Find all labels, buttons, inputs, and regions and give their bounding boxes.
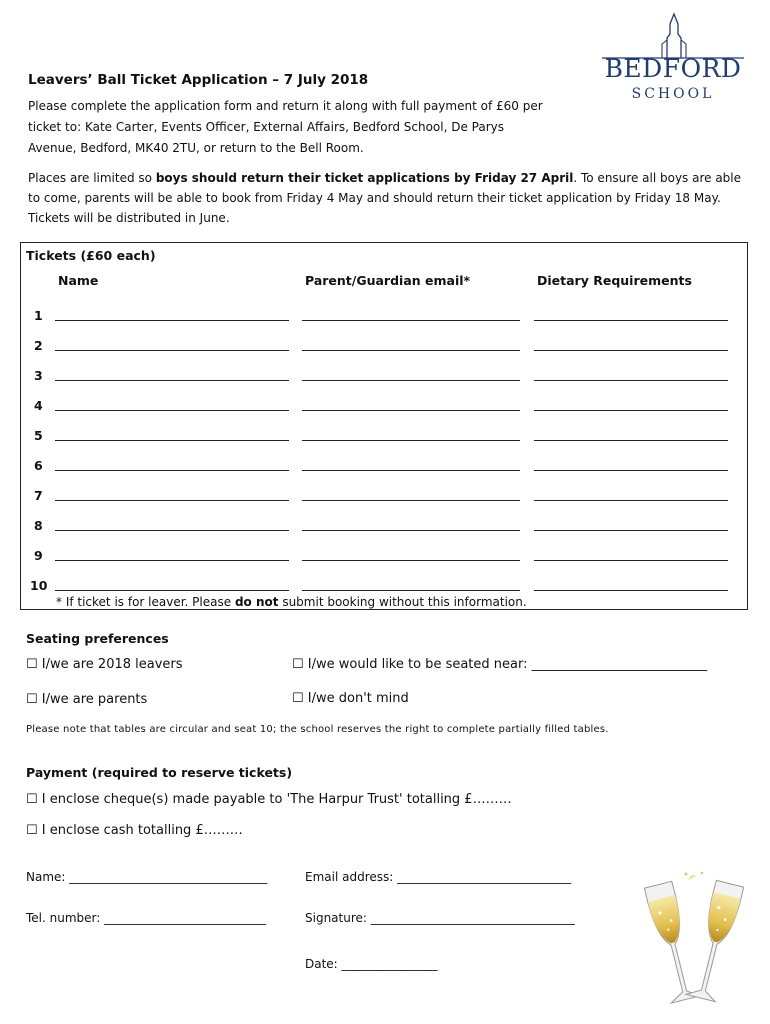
ticket-row-number: 10: [30, 578, 48, 593]
intro-line-2: ticket to: Kate Carter, Events Officer, External Affairs, Bedford School, De Parys: [28, 120, 505, 134]
tel-field[interactable]: Tel. number: ___________________________: [26, 911, 267, 925]
logo-subtitle: SCHOOL: [631, 86, 715, 102]
ticket-email-line[interactable]: [302, 320, 520, 321]
ticket-row-number: 4: [34, 398, 43, 413]
seating-option-dont-mind[interactable]: ☐ I/we don't mind: [292, 691, 409, 706]
champagne-glasses-icon: [636, 870, 754, 1020]
ticket-dietary-line[interactable]: [534, 500, 728, 501]
payment-option-cash[interactable]: ☐ I enclose cash totalling £………: [26, 823, 243, 838]
ticket-row-number: 7: [34, 488, 43, 503]
bedford-school-logo: [598, 12, 748, 102]
places-line-3: Tickets will be distributed in June.: [28, 211, 230, 225]
ticket-dietary-line[interactable]: [534, 350, 728, 351]
seating-title: Seating preferences: [26, 631, 169, 646]
ticket-dietary-line[interactable]: [534, 440, 728, 441]
seating-note: Please note that tables are circular and seat 10; the school reserves the right to complete partially filled tables.: [26, 724, 609, 735]
ticket-name-line[interactable]: [55, 320, 289, 321]
seating-option-leavers[interactable]: ☐ I/we are 2018 leavers: [26, 657, 183, 672]
ticket-name-line[interactable]: [55, 350, 289, 351]
ticket-name-line[interactable]: [55, 500, 289, 501]
places-text: Places are limited so: [28, 171, 156, 185]
date-field[interactable]: Date: ________________: [305, 957, 438, 971]
ticket-dietary-line[interactable]: [534, 410, 728, 411]
column-header-name: Name: [58, 273, 99, 288]
ticket-row-number: 6: [34, 458, 43, 473]
ticket-dietary-line[interactable]: [534, 380, 728, 381]
ticket-dietary-line[interactable]: [534, 590, 728, 591]
ticket-email-line[interactable]: [302, 530, 520, 531]
ticket-email-line[interactable]: [302, 380, 520, 381]
places-text-end: . To ensure all boys are able: [573, 171, 742, 185]
places-line-2: to come, parents will be able to book from Friday 4 May and should return their ticket application by Friday 18 May.: [28, 191, 721, 205]
footnote-text: * If ticket is for leaver. Please: [56, 595, 235, 609]
ticket-name-line[interactable]: [55, 380, 289, 381]
ticket-email-line[interactable]: [302, 440, 520, 441]
seating-option-near[interactable]: ☐ I/we would like to be seated near: ___________________________: [292, 657, 708, 672]
ticket-row-number: 8: [34, 518, 43, 533]
tickets-table: [20, 242, 748, 610]
seating-option-parents[interactable]: ☐ I/we are parents: [26, 692, 148, 707]
ticket-name-line[interactable]: [55, 590, 289, 591]
ticket-row-number: 9: [34, 548, 43, 563]
ticket-email-line[interactable]: [302, 350, 520, 351]
ticket-dietary-line[interactable]: [534, 320, 728, 321]
ticket-name-line[interactable]: [55, 560, 289, 561]
ticket-name-line[interactable]: [55, 410, 289, 411]
places-deadline: boys should return their ticket applications by Friday 27 April: [155, 171, 574, 185]
signature-field[interactable]: Signature: __________________________________: [305, 911, 575, 925]
logo-name: BEDFORD: [604, 54, 742, 83]
ticket-name-line[interactable]: [55, 440, 289, 441]
ticket-email-line[interactable]: [302, 500, 520, 501]
intro-line-1: Please complete the application form and return it along with full payment of £60 per: [28, 99, 543, 113]
ticket-dietary-line[interactable]: [534, 470, 728, 471]
column-header-email: Parent/Guardian email*: [305, 273, 471, 288]
payment-option-cheque[interactable]: ☐ I enclose cheque(s) made payable to 'The Harpur Trust' totalling £………: [26, 792, 512, 807]
intro-line-3: Avenue, Bedford, MK40 2TU, or return to the Bell Room.: [28, 141, 364, 155]
ticket-name-line[interactable]: [55, 530, 289, 531]
ticket-email-line[interactable]: [302, 560, 520, 561]
column-header-dietary: Dietary Requirements: [537, 273, 692, 288]
ticket-row-number: 5: [34, 428, 43, 443]
page-title: Leavers’ Ball Ticket Application – 7 July 2018: [28, 72, 369, 88]
ticket-email-line[interactable]: [302, 470, 520, 471]
ticket-row-number: 3: [34, 368, 43, 383]
email-field[interactable]: Email address: _____________________________: [305, 870, 572, 884]
ticket-email-line[interactable]: [302, 590, 520, 591]
footnote-emphasis: do not: [234, 595, 279, 609]
ticket-dietary-line[interactable]: [534, 560, 728, 561]
tickets-footnote: [56, 595, 527, 609]
ticket-row-number: 2: [34, 338, 43, 353]
places-line-1: [28, 168, 741, 188]
ticket-dietary-line[interactable]: [534, 530, 728, 531]
ticket-email-line[interactable]: [302, 410, 520, 411]
payment-title: Payment (required to reserve tickets): [26, 765, 293, 780]
tickets-title: Tickets (£60 each): [26, 248, 156, 263]
footnote-text-end: submit booking without this information.: [278, 595, 527, 609]
name-field[interactable]: Name: _________________________________: [26, 870, 268, 884]
ticket-name-line[interactable]: [55, 470, 289, 471]
ticket-row-number: 1: [34, 308, 43, 323]
